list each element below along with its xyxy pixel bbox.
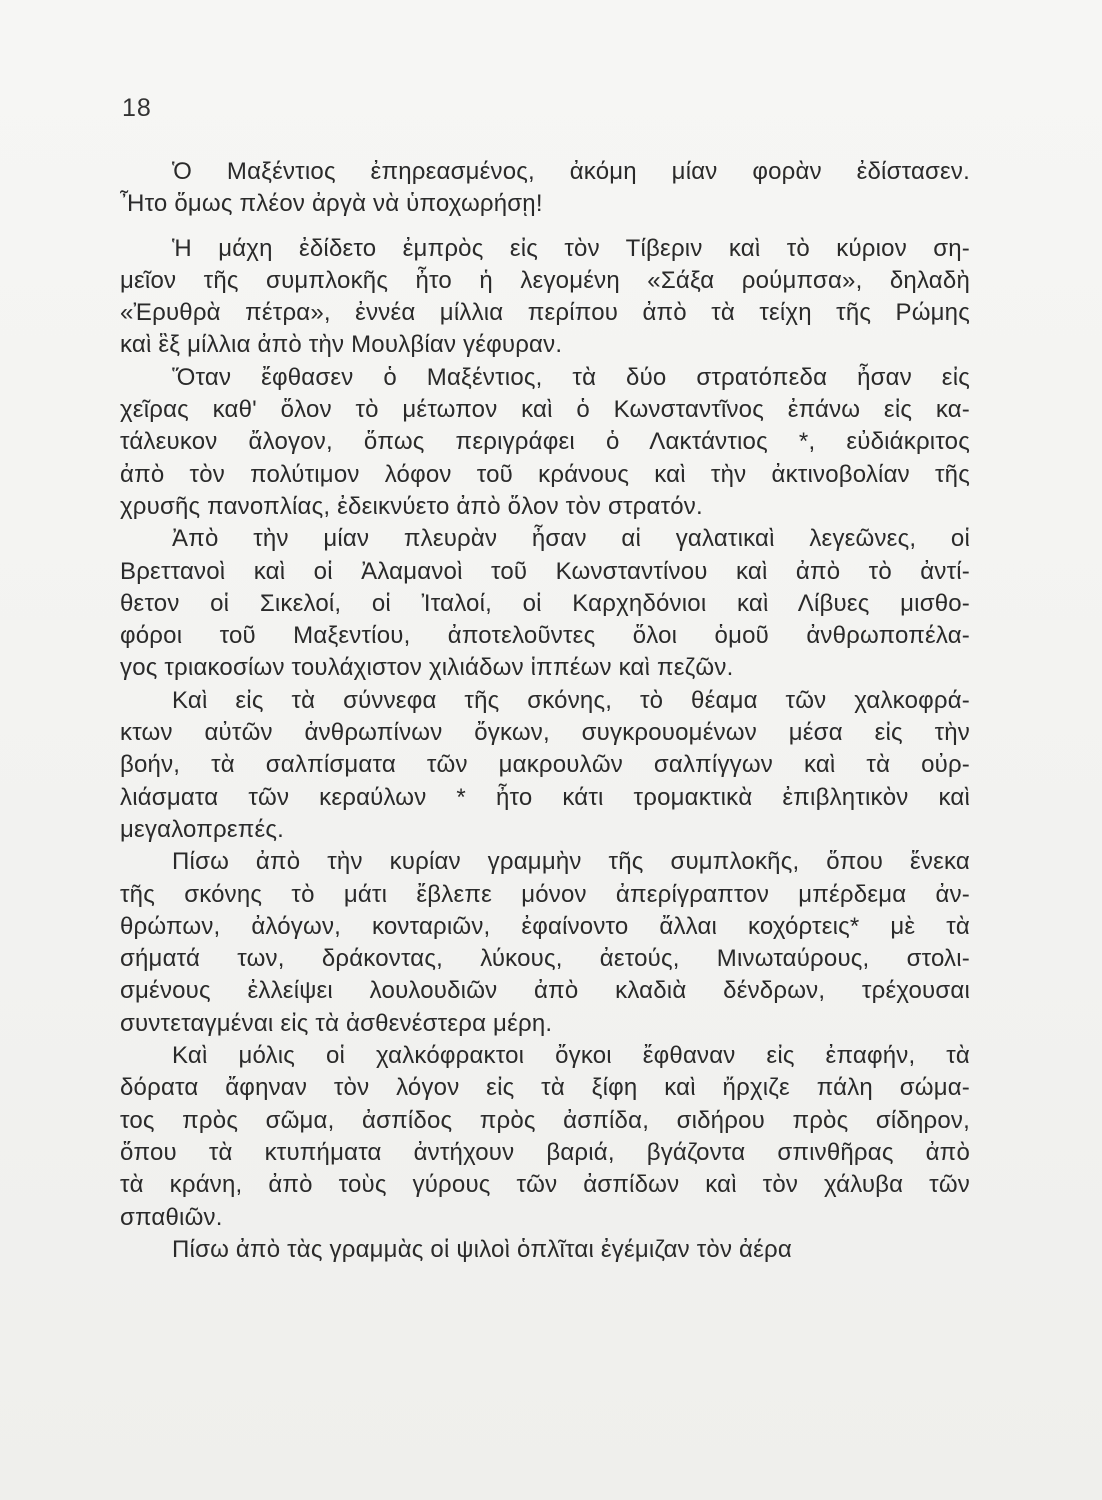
paragraph-gap	[120, 221, 970, 233]
text-line: τος πρὸς σῶμα, ἀσπίδος πρὸς ἀσπίδα, σιδήρου πρὸς σίδηρον,	[120, 1106, 970, 1134]
page-number: 18	[122, 94, 152, 122]
body-text	[120, 156, 970, 1266]
text-line: Πίσω ἀπὸ τὴν κυρίαν γραμμὴν τῆς συμπλοκῆς, ὅπου ἕνεκα	[172, 848, 970, 876]
text-line: συντεταγμέναι εἰς τὰ ἀσθενέστερα μέρη.	[120, 1009, 553, 1037]
text-line: ὅπου τὰ κτυπήματα ἀντήχουν βαριά, βγάζοντα σπινθῆρας ἀπὸ	[120, 1138, 970, 1166]
text-line: φόροι τοῦ Μαξεντίου, ἀποτελοῦντες ὅλοι ὁμοῦ ἀνθρωποπέλα-	[120, 622, 970, 650]
paragraph	[120, 233, 970, 362]
paragraph	[120, 1234, 970, 1266]
text-line: μεῖον τῆς συμπλοκῆς ἦτο ἡ λεγομένη «Σάξα ρούμπσα», δηλαδὴ	[120, 266, 970, 294]
text-line: Ὅταν ἔφθασεν ὁ Μαξέντιος, τὰ δύο στρατόπεδα ἦσαν εἰς	[172, 363, 970, 391]
text-line: «Ἐρυθρὰ πέτρα», ἐννέα μίλλια περίπου ἀπὸ τὰ τείχη τῆς Ρώμης	[120, 299, 970, 327]
text-line: σπαθιῶν.	[120, 1203, 223, 1231]
paragraph	[120, 685, 970, 846]
text-line: θετον οἱ Σικελοί, οἱ Ἰταλοί, οἱ Καρχηδόνιοι καὶ Λίβυες μισθο-	[120, 589, 970, 617]
text-line: Ὁ Μαξέντιος ἐπηρεασμένος, ἀκόμη μίαν φορὰν ἐδίστασεν.	[172, 158, 970, 185]
text-line: σήματά των, δράκοντας, λύκους, ἀετούς, Μινωταύρους, στολι-	[120, 945, 970, 973]
text-line: Καὶ μόλις οἱ χαλκόφρακτοι ὄγκοι ἔφθαναν εἰς ἐπαφήν, τὰ	[172, 1042, 970, 1070]
text-line: δόρατα ἄφηναν τὸν λόγον εἰς τὰ ξίφη καὶ ἤρχιζε πάλη σώμα-	[120, 1074, 970, 1102]
text-line: χρυσῆς πανοπλίας, ἐδεικνύετο ἀπὸ ὅλον τὸν στρατόν.	[120, 492, 703, 520]
text-line: καὶ ἓξ μίλλια ἀπὸ τὴν Μουλβίαν γέφυραν.	[120, 331, 563, 359]
text-line: Βρεττανοὶ καὶ οἱ Ἀλαμανοὶ τοῦ Κωνσταντίνου καὶ ἀπὸ τὸ ἀντί-	[120, 557, 970, 585]
text-line: κτων αὐτῶν ἀνθρωπίνων ὄγκων, συγκρουομένων μέσα εἰς τὴν	[120, 719, 970, 747]
text-line: λιάσματα τῶν κεραύλων * ἦτο κάτι τρομακτικὰ ἐπιβλητικὸν καὶ	[120, 783, 970, 811]
text-line: γος τριακοσίων τουλάχιστον χιλιάδων ἱππέων καὶ πεζῶν.	[120, 654, 734, 682]
text-line: τὰ κράνη, ἀπὸ τοὺς γύρους τῶν ἀσπίδων καὶ τὸν χάλυβα τῶν	[120, 1171, 970, 1199]
text-line: μεγαλοπρεπές.	[120, 815, 285, 843]
paragraph	[120, 156, 970, 221]
text-line: Πίσω ἀπὸ τὰς γραμμὰς οἱ ψιλοὶ ὁπλῖται ἐγέμιζαν τὸν ἀέρα	[172, 1235, 792, 1263]
paragraph	[120, 523, 970, 684]
text-line: θρώπων, ἀλόγων, κονταριῶν, ἐφαίνοντο ἄλλαι κοχόρτεις* μὲ τὰ	[120, 912, 970, 940]
text-line: τῆς σκόνης τὸ μάτι ἔβλεπε μόνον ἀπερίγραπτον μπέρδεμα ἀν-	[120, 880, 970, 908]
text-line: Καὶ εἰς τὰ σύννεφα τῆς σκόνης, τὸ θέαμα τῶν χαλκοφρά-	[172, 686, 970, 714]
text-line: Ἀπὸ τὴν μίαν πλευρὰν ἦσαν αἱ γαλατικαὶ λεγεῶνες, οἱ	[172, 525, 970, 553]
paragraph	[120, 1040, 970, 1234]
text-line: βοήν, τὰ σαλπίσματα τῶν μακρουλῶν σαλπίγγων καὶ τὰ οὐρ-	[120, 751, 970, 779]
text-line: χεῖρας καθ' ὅλον τὸ μέτωπον καὶ ὁ Κωνσταντῖνος ἐπάνω εἰς κα-	[120, 396, 970, 424]
paragraph	[120, 846, 970, 1040]
paragraph	[120, 362, 970, 523]
text-line: Ἦτο ὅμως πλέον ἀργὰ νὰ ὑποχωρήσῃ!	[120, 190, 543, 218]
text-line: Ἡ μάχη ἐδίδετο ἐμπρὸς εἰς τὸν Τίβεριν καὶ τὸ κύριον ση-	[172, 234, 970, 262]
text-line: τάλευκον ἄλογον, ὅπως περιγράφει ὁ Λακτάντιος *, εὐδιάκριτος	[120, 428, 970, 456]
text-line: σμένους ἐλλείψει λουλουδιῶν ἀπὸ κλαδιὰ δένδρων, τρέχουσαι	[120, 977, 970, 1005]
text-line: ἀπὸ τὸν πολύτιμον λόφον τοῦ κράνους καὶ τὴν ἀκτινοβολίαν τῆς	[120, 460, 970, 488]
